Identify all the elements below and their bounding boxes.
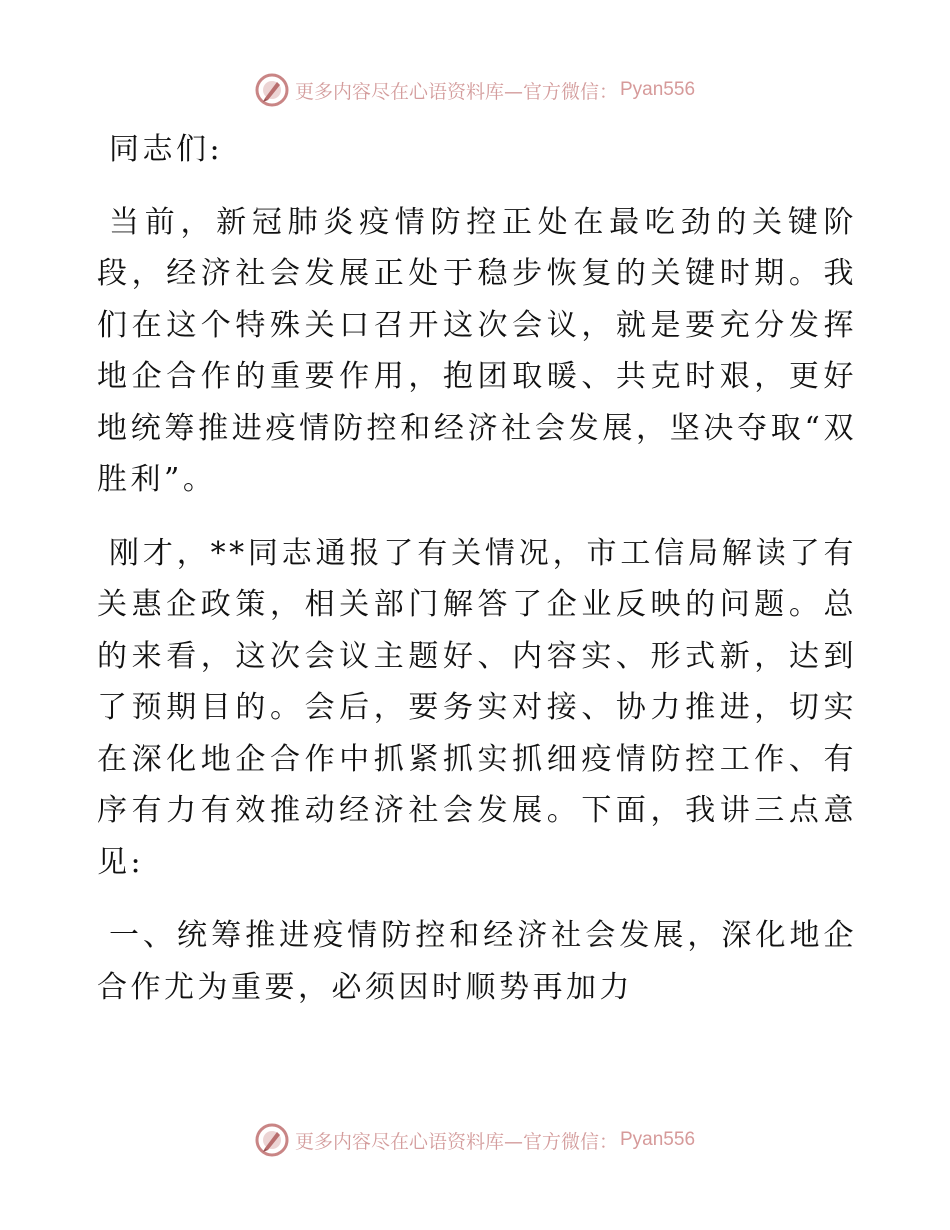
watermark-text: 更多内容尽在心语资料库—官方微信：	[294, 80, 618, 103]
paragraph-1: 当前，新冠肺炎疫情防控正处在最吃劲的关键阶段，经济社会发展正处于稳步恢复的关键时期。我们在这个特殊关口召开这次会议，就是要充分发挥地企合作的重要作用，抱团取暖、共克时艰，更好地统筹推进疫情防控和经济社会发展，坚决夺取“双胜利”。	[97, 204, 857, 497]
section-heading-1: 一、统筹推进疫情防控和经济社会发展，深化地企合作尤为重要，必须因时顺势再加力	[97, 918, 857, 1005]
salutation: 同志们:	[109, 132, 224, 167]
paragraph-2: 刚才，**同志通报了有关情况，市工信局解读了有关惠企政策，相关部门解答了企业反映的问题。总的来看，这次会议主题好、内容实、形式新，达到了预期目的。会后，要务实对接、协力推进，切实在深化地企合作中抓紧抓实抓细疫情防控工作、有序有力有效推动经济社会发展。下面，我讲三点意见:	[97, 535, 857, 880]
watermark-wechat-id: Pyan556	[620, 79, 696, 100]
document-body	[97, 124, 857, 1013]
header-watermark	[0, 70, 950, 110]
pen-logo-icon	[255, 1123, 289, 1157]
watermark-wechat-id: Pyan556	[620, 1129, 696, 1150]
footer-watermark	[0, 1120, 950, 1160]
watermark-text: 更多内容尽在心语资料库—官方微信：	[294, 1130, 618, 1153]
pen-logo-icon	[255, 73, 289, 107]
